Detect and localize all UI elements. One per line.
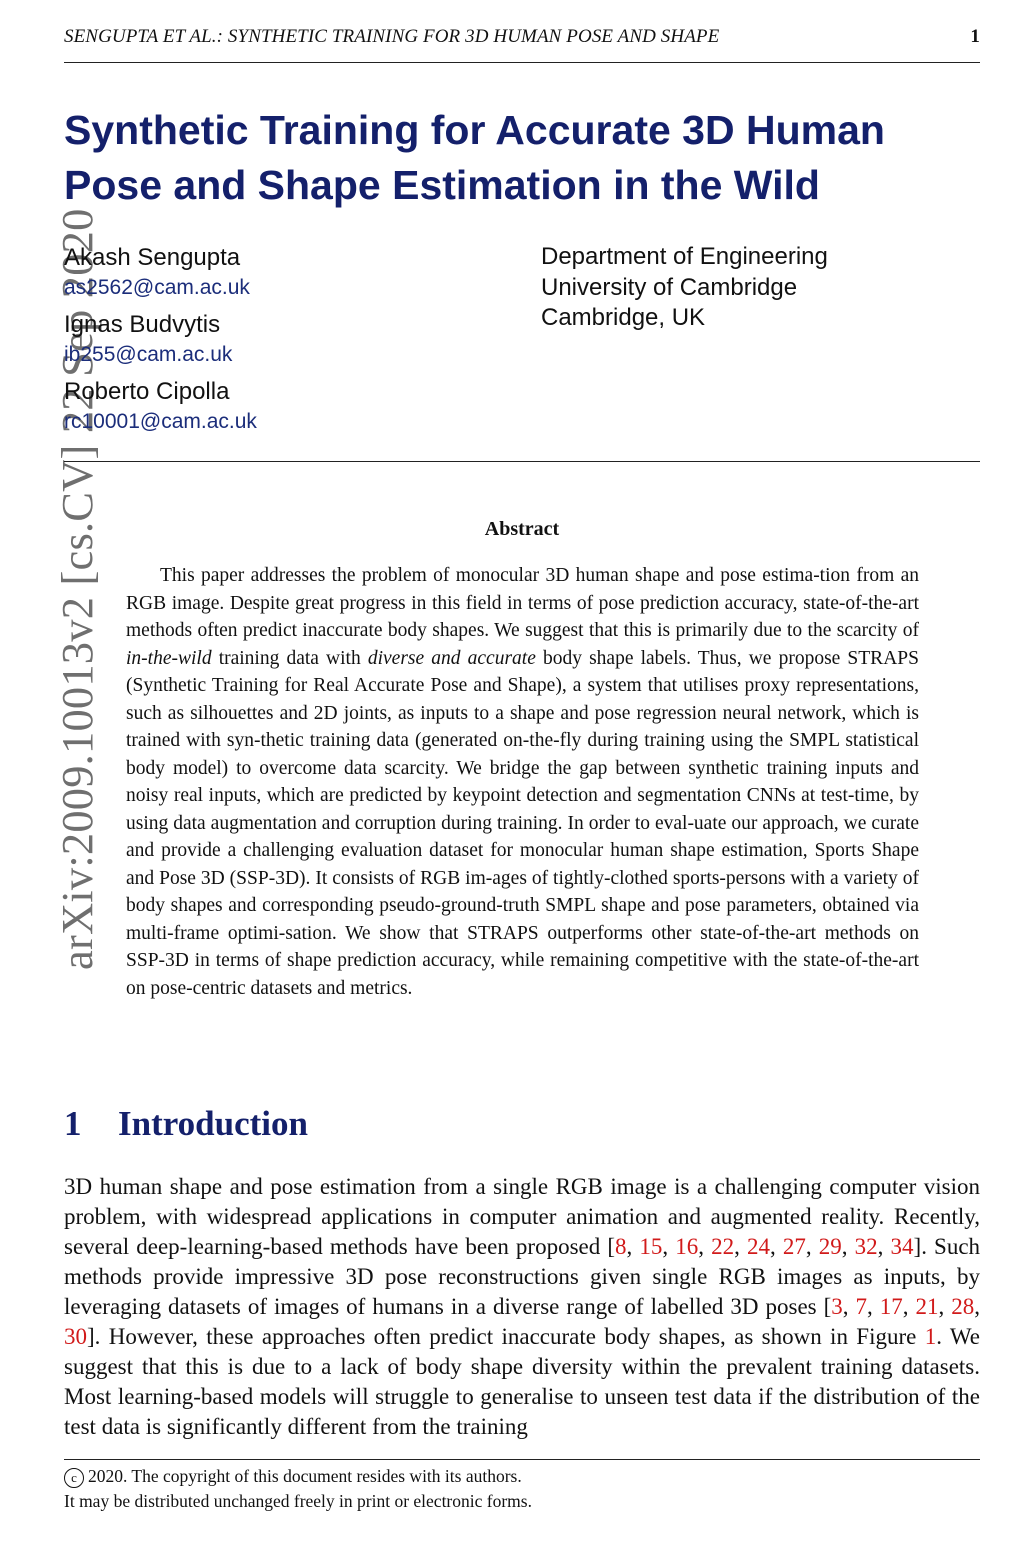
citation-link[interactable]: 27 (782, 1234, 806, 1259)
section-heading-introduction (64, 1104, 308, 1144)
intro-text: . We suggest that this is due to a lack of body shape diversity within the prevalent training datasets. Most learning-based models will struggle to generalise to unseen test data if the distribution of the test data is significantly different from the training (64, 1324, 980, 1439)
citation-link[interactable]: 30 (64, 1324, 87, 1349)
author-block (64, 309, 484, 369)
section-title: Introduction (118, 1104, 308, 1143)
author-name: Roberto Cipolla (64, 378, 230, 405)
abstract-text: body shape labels. Thus, we propose STRAPS (Synthetic Training for Real Accurate Pose and Shape), a system that utilises proxy representations, such as silhouettes and 2D joints, as inputs to a shape and pose regression neural network, which is trained with syn-thetic training data (generated on-the-fly during training using the SMPL statistical body model) to overcome data scarcity. We bridge the gap between synthetic training inputs and noisy real inputs, which are predicted by keypoint detection and segmentation CNNs at test-time, by using data augmentation and corruption during training. In order to eval-uate our approach, we curate and provide a challenging evaluation dataset for monocular human shape estimation, Sports Shape and Pose 3D (SSP-3D). It consists of RGB im-ages of tightly-clothed sports-persons with a variety of body shapes and corresponding pseudo-ground-truth SMPL shape and pose parameters, obtained via multi-frame optimi-sation. We show that STRAPS outperforms other state-of-the-art methods on SSP-3D in terms of shape prediction accuracy, while remaining competitive with the state-of-the-art on pose-centric datasets and metrics. (126, 647, 919, 999)
copyright-notice (64, 1464, 980, 1514)
title-line-1: Synthetic Training for Accurate 3D Human (64, 107, 885, 153)
affiliation-location: Cambridge, UK (541, 304, 706, 331)
affiliation-department: Department of Engineering (541, 243, 828, 270)
abstract-body (126, 562, 919, 1002)
citation-link[interactable]: 32 (854, 1234, 878, 1259)
author-email-link[interactable]: ib255@cam.ac.uk (64, 343, 233, 366)
citation-link[interactable]: 24 (747, 1234, 771, 1259)
author-block (64, 242, 484, 302)
citation-link[interactable]: 28 (951, 1294, 975, 1319)
header-rule (64, 62, 980, 63)
author-name: Ignas Budvytis (64, 311, 221, 338)
citation-link[interactable]: 17 (879, 1294, 903, 1319)
author-name: Akash Sengupta (64, 244, 241, 271)
abstract-emphasis: diverse and accurate (367, 647, 536, 669)
citation-link[interactable]: 21 (915, 1294, 939, 1319)
citation-link[interactable]: 15 (639, 1234, 663, 1259)
title-block-rule (64, 461, 980, 462)
citation-link[interactable]: 7 (855, 1294, 868, 1319)
citation-link[interactable]: 22 (711, 1234, 735, 1259)
intro-text: 3D human shape and pose estimation from a single RGB image is a challenging computer vision problem, with widespread applications in computer animation and augmented reality. Recently, several deep-learning-based methods have been proposed [ (64, 1174, 980, 1259)
figure-reference-link[interactable]: 1 (924, 1324, 937, 1349)
copyright-text: 2020. The copyright of this document resides with its authors. (88, 1466, 522, 1486)
introduction-body: 3D human shape and pose estimation from a single RGB image is a challenging computer vision problem, with widespread applications in computer animation and augmented reality. Recently, several deep-learning-based methods have been proposed [8, 15, 16, 22, 24, 27, 29, 32, 34]. Such methods provide impressive 3D pose reconstructions given single RGB images as inputs, by leveraging datasets of images of humans in a diverse range of labelled 3D poses [3, 7, 17, 21, 28, 30]. However, these approaches often predict inaccurate body shapes, as shown in Figure 1. We suggest that this is due to a lack of body shape diversity within the prevalent training datasets. Most learning-based models will struggle to generalise to unseen test data if the distribution of the test data is significantly different from the training (64, 1174, 981, 1439)
author-email-link[interactable]: as2562@cam.ac.uk (64, 276, 250, 299)
citation-link[interactable]: 29 (818, 1234, 842, 1259)
paper-title (64, 103, 984, 213)
author-block (64, 376, 484, 436)
running-title: SENGUPTA ET AL.: SYNTHETIC TRAINING FOR 3D HUMAN POSE AND SHAPE (64, 26, 720, 47)
arxiv-side-stamp: arXiv:2009.10013v2 [cs.CV] 22 Sep 2020 (52, 208, 102, 970)
intro-text: ]. Such methods provide impressive 3D pose reconstructions given single RGB images as inputs, by leveraging datasets of images of humans in a diverse range of labelled 3D poses [ (64, 1234, 981, 1319)
citation-link[interactable]: 8 (615, 1234, 627, 1259)
abstract-text: training data with (211, 647, 368, 669)
section-number: 1 (64, 1104, 82, 1143)
footer-rule (64, 1459, 980, 1460)
affiliation-university: University of Cambridge (541, 273, 798, 301)
author-email-link[interactable]: rc10001@cam.ac.uk (64, 410, 257, 433)
running-head (64, 26, 980, 52)
copyright-line-2: It may be distributed unchanged freely in print or electronic forms. (64, 1491, 532, 1511)
affiliation (541, 242, 828, 334)
page-number: 1 (970, 26, 980, 47)
abstract-text: This paper addresses the problem of monocular 3D human shape and pose estima-tion from an RGB image. Despite great progress in this field in terms of pose prediction accuracy, state-of-the-art methods often predict inaccurate body shapes. We suggest that this is primarily due to the scarcity of (126, 565, 919, 641)
citation-link[interactable]: 16 (675, 1234, 699, 1259)
abstract-emphasis: in-the-wild (126, 647, 212, 669)
citation-link[interactable]: 34 (890, 1234, 914, 1259)
title-line-2: Pose and Shape Estimation in the Wild (64, 162, 820, 208)
copyright-line-1 (64, 1464, 980, 1489)
citation-link[interactable]: 3 (831, 1294, 843, 1319)
abstract-heading: Abstract (484, 518, 560, 540)
copyright-icon: c (64, 1468, 84, 1488)
author-list (64, 242, 484, 443)
intro-text: ]. However, these approaches often predict inaccurate body shapes, as shown in Figure (87, 1324, 925, 1349)
